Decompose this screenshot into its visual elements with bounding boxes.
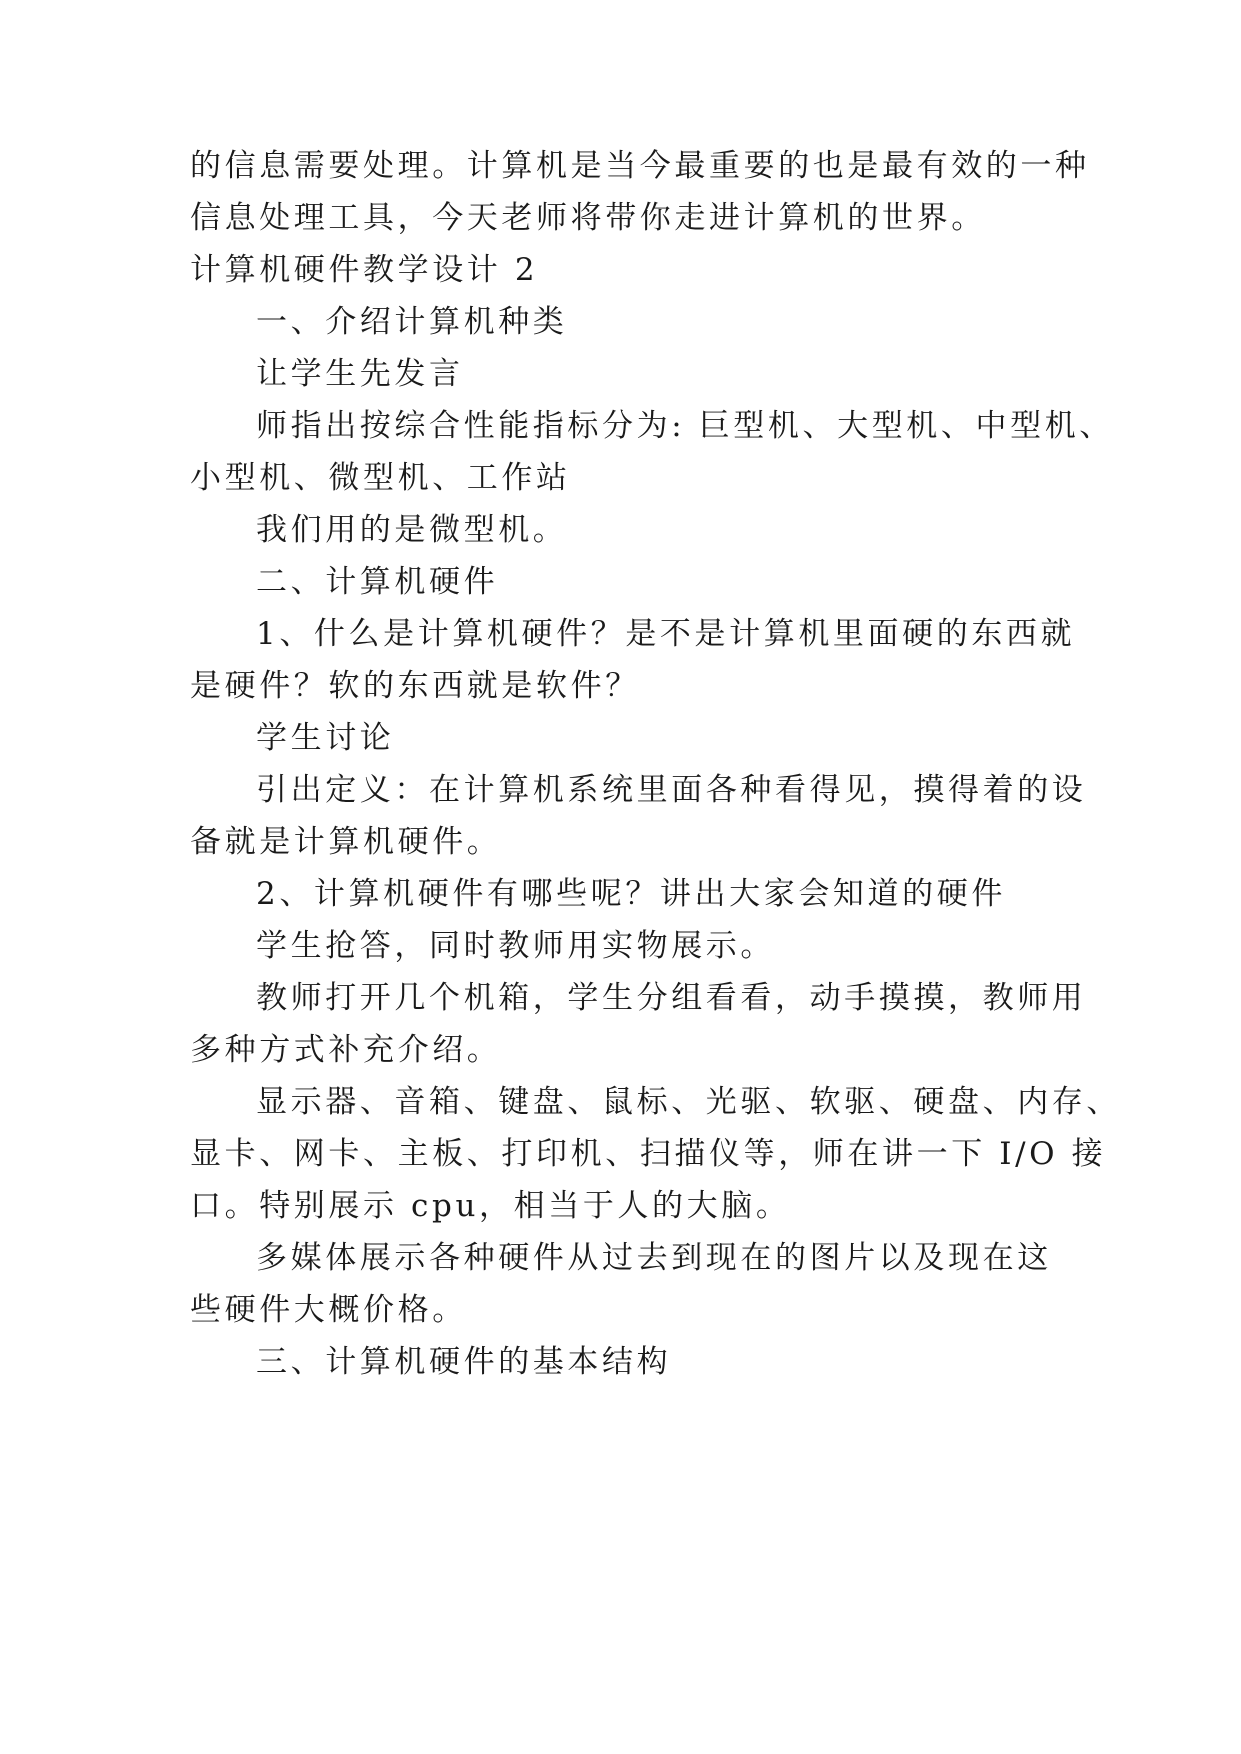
paragraph-line: 多媒体展示各种硬件从过去到现在的图片以及现在这 xyxy=(256,1240,1052,1276)
paragraph-line: 口。特别展示 cpu，相当于人的大脑。 xyxy=(190,1188,791,1224)
paragraph-line: 教师打开几个机箱，学生分组看看，动手摸摸，教师用 xyxy=(256,980,1087,1016)
paragraph-line: 小型机、微型机、工作站 xyxy=(190,460,571,496)
paragraph-line: 让学生先发言 xyxy=(256,356,464,392)
paragraph-line: 学生抢答，同时教师用实物展示。 xyxy=(256,928,775,964)
paragraph-line: 的信息需要处理。计算机是当今最重要的也是最有效的一种 xyxy=(190,148,1090,184)
paragraph-line: 我们用的是微型机。 xyxy=(256,512,568,548)
paragraph-line: 多种方式补充介绍。 xyxy=(190,1032,502,1068)
paragraph-line: 师指出按综合性能指标分为: 巨型机、大型机、中型机、 xyxy=(256,408,1114,444)
paragraph-line: 些硬件大概价格。 xyxy=(190,1292,467,1328)
paragraph-line: 学生讨论 xyxy=(256,720,395,756)
heading-2: 二、计算机硬件 xyxy=(256,564,499,600)
paragraph-line: 信息处理工具，今天老师将带你走进计算机的世界。 xyxy=(190,200,986,236)
heading-1: 一、介绍计算机种类 xyxy=(256,304,568,340)
paragraph-line: 显示器、音箱、键盘、鼠标、光驱、软驱、硬盘、内存、 xyxy=(256,1084,1121,1120)
paragraph-line: 1、什么是计算机硬件？是不是计算机里面硬的东西就 xyxy=(256,616,1076,652)
paragraph-line: 备就是计算机硬件。 xyxy=(190,824,502,860)
heading-3: 三、计算机硬件的基本结构 xyxy=(256,1344,672,1380)
paragraph-line: 引出定义：在计算机系统里面各种看得见，摸得着的设 xyxy=(256,772,1087,808)
paragraph-line: 2、计算机硬件有哪些呢？讲出大家会知道的硬件 xyxy=(256,876,1006,912)
paragraph-line: 是硬件？软的东西就是软件？ xyxy=(190,668,640,704)
paragraph-line: 显卡、网卡、主板、打印机、扫描仪等，师在讲一下 I/O 接 xyxy=(190,1136,1107,1172)
section-title: 计算机硬件教学设计 2 xyxy=(190,252,539,288)
